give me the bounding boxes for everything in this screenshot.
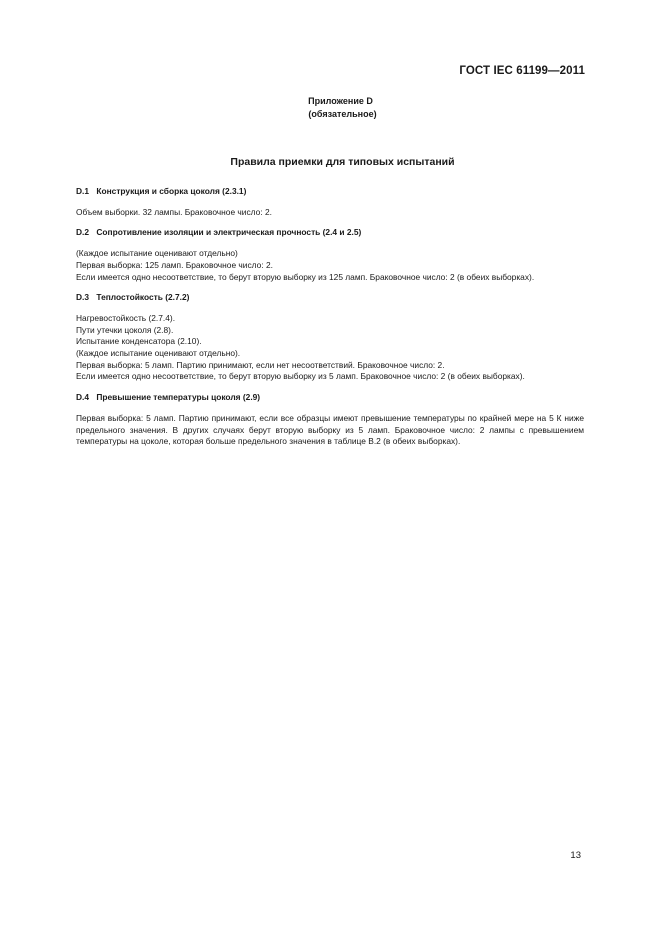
paragraph: Нагревостойкость (2.7.4).	[76, 312, 176, 323]
paragraph: (Каждое испытание оценивают отдельно)	[76, 248, 238, 259]
section-number: D.4	[76, 392, 90, 403]
section-title: Сопротивление изоляции и электрическая прочность (2.4 и 2.5)	[96, 227, 362, 238]
document-body	[76, 186, 584, 457]
section-title: Превышение температуры цоколя (2.9)	[96, 392, 261, 403]
section-heading	[76, 227, 584, 239]
section-number: D.1	[76, 186, 90, 196]
section-d2	[76, 227, 584, 283]
paragraph: Испытание конденсатора (2.10).	[76, 336, 202, 347]
document-code: ГОСТ IEC 61199—2011	[459, 65, 585, 77]
paragraph: (Каждое испытание оценивают отдельно).	[76, 348, 241, 359]
page-number: 13	[570, 850, 581, 861]
section-number: D.3	[76, 292, 90, 303]
paragraph: Пути утечки цоколя (2.8).	[76, 324, 174, 335]
section-heading	[76, 392, 584, 404]
page-title: Правила приемки для типовых испытаний	[230, 156, 455, 168]
paragraph: Если имеется одно несоответствие, то берут вторую выборку из 125 ламп. Браковочное число: 2 (в обеих выборках).	[76, 271, 535, 282]
paragraph: Первая выборка: 5 ламп. Партию принимают, если нет несоответствий. Браковочное число: 2.	[76, 359, 445, 370]
section-d1	[76, 186, 584, 218]
annex-status: (обязательное)	[308, 109, 377, 119]
paragraph: Первая выборка: 125 ламп. Браковочное число: 2.	[76, 259, 273, 270]
section-d3	[76, 292, 584, 383]
paragraph: Если имеется одно несоответствие, то берут вторую выборку из 5 ламп. Браковочное число: 2 (в обеих выборках).	[76, 371, 525, 382]
section-heading	[76, 292, 584, 304]
section-title: Теплостойкость (2.7.2)	[96, 292, 190, 303]
section-title: Конструкция и сборка цоколя (2.3.1)	[96, 186, 247, 196]
section-d4	[76, 392, 584, 448]
paragraph: Первая выборка: 5 ламп. Партию принимают, если все образцы имеют превышение температуры по крайней мере на 5 К ниже предельного значения. В других случаях берут вторую выборку из 5 ламп. Браковочное число: 2 лампы с превышением температуры на цоколе, которая больше предельного значения в таблице В.2 (в обеих выборках).	[76, 412, 584, 447]
section-heading	[76, 186, 584, 198]
section-number: D.2	[76, 227, 90, 238]
annex-title: Приложение D	[308, 96, 373, 106]
annex-header	[0, 95, 661, 121]
paragraph: Объем выборки. 32 лампы. Браковочное число: 2.	[76, 206, 272, 217]
